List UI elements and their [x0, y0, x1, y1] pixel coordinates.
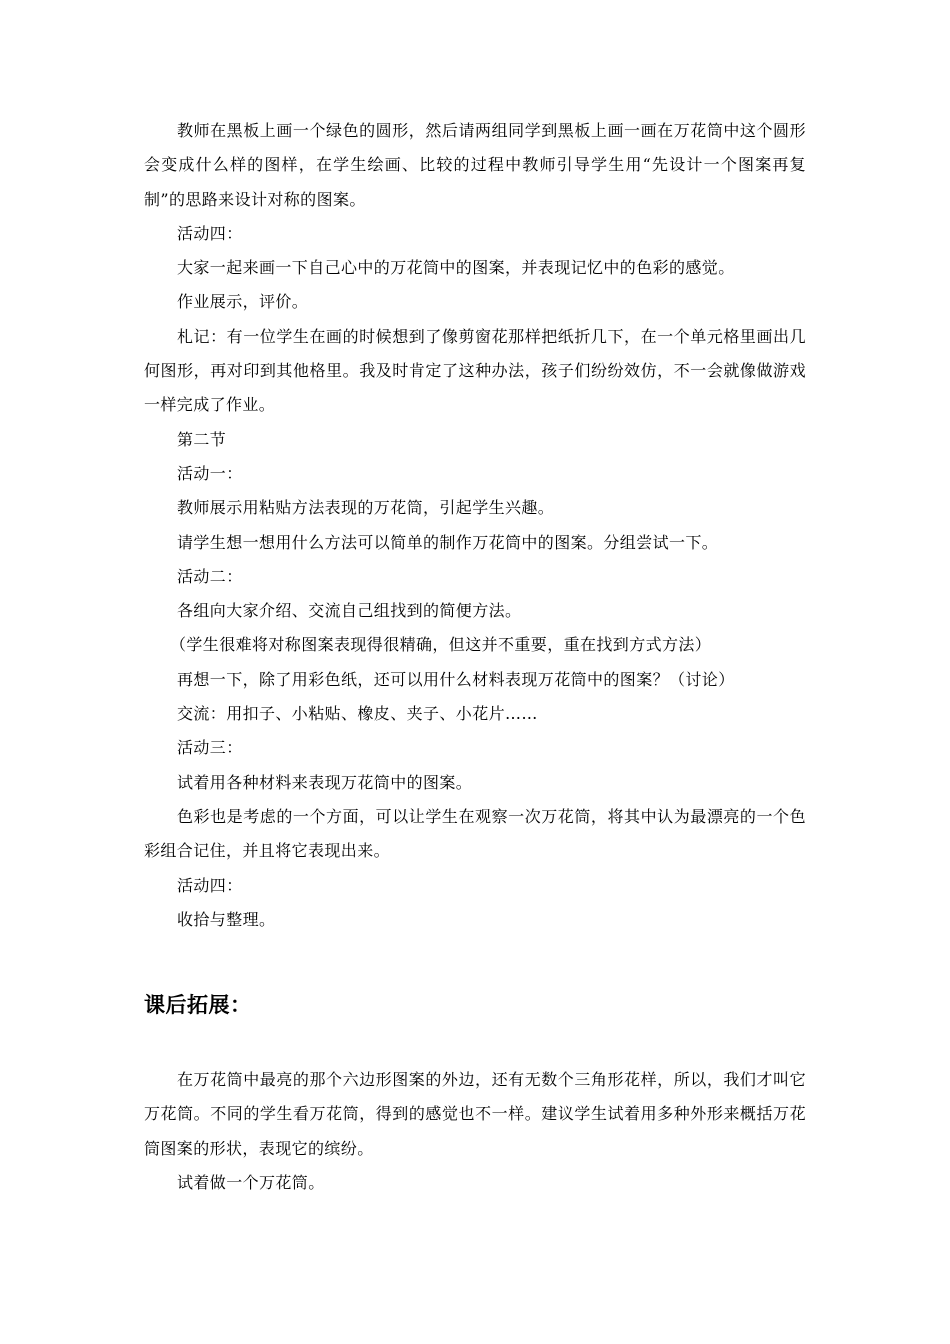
- paragraph-activity-2-heading: 活动二：: [177, 566, 243, 586]
- paragraph-homework-display: 作业展示，评价。: [177, 292, 309, 312]
- paragraph-color-consideration: 色彩也是考虑的一个方面，可以让学生在观察一次万花筒，将其中认为最漂亮的一个色彩组合记住，并且将它表现出来。: [144, 806, 806, 861]
- paragraph-lesson-2-heading: 第二节: [177, 429, 227, 449]
- paragraph-groups-share: 各组向大家介绍、交流自己组找到的简便方法。: [177, 601, 522, 621]
- paragraph-parenthetical-note: （学生很难将对称图案表现得很精确，但这并不重要，重在找到方式方法）: [170, 635, 712, 655]
- paragraph-exchange-materials: 交流：用扣子、小粘贴、橡皮、夹子、小花片……: [177, 704, 538, 724]
- paragraph-activity-4b-heading: 活动四：: [177, 875, 243, 895]
- extension-heading-block: [144, 990, 806, 1020]
- paragraph-activity-1-heading: 活动一：: [177, 463, 243, 483]
- paragraph-teacher-show: 教师展示用粘贴方法表现的万花筒，引起学生兴趣。: [177, 498, 555, 518]
- paragraph-activity-3-heading: 活动三：: [177, 738, 243, 758]
- paragraph-students-think: 请学生想一想用什么方法可以简单的制作万花筒中的图案。分组尝试一下。: [177, 532, 719, 552]
- lesson-body: [144, 114, 806, 937]
- paragraph-activity-4-heading: 活动四：: [177, 223, 243, 243]
- paragraph-draw-together: 大家一起来画一下自己心中的万花筒中的图案，并表现记忆中的色彩的感觉。: [177, 258, 735, 278]
- paragraph-notes: 札记：有一位学生在画的时候想到了像剪窗花那样把纸折几下，在一个单元格里画出几何图形，再对印到其他格里。我及时肯定了这种办法，孩子们纷纷效仿，不一会就像做游戏一样完成了作业。: [144, 326, 806, 415]
- paragraph-think-again: 再想一下，除了用彩色纸，还可以用什么材料表现万花筒中的图案？（讨论）: [177, 669, 735, 689]
- paragraph-hexagon-explanation: 在万花筒中最亮的那个六边形图案的外边，还有无数个三角形花样，所以，我们才叫它万花筒。不同的学生看万花筒，得到的感觉也不一样。建议学生试着用多种外形来概括万花筒图案的形状，表现它的缤纷。: [144, 1070, 806, 1158]
- paragraph-try-materials: 试着用各种材料来表现万花筒中的图案。: [177, 772, 473, 792]
- section-heading-extension: 课后拓展：: [144, 993, 252, 1017]
- extension-body: [144, 1063, 806, 1200]
- paragraph-teacher-demo: 教师在黑板上画一个绿色的圆形，然后请两组同学到黑板上画一画在万花筒中这个圆形会变成什么样的图样，在学生绘画、比较的过程中教师引导学生用“先设计一个图案再复制”的思路来设计对称的图案。: [144, 121, 806, 209]
- paragraph-cleanup: 收拾与整理。: [177, 909, 276, 929]
- paragraph-make-kaleidoscope: 试着做一个万花筒。: [177, 1172, 325, 1192]
